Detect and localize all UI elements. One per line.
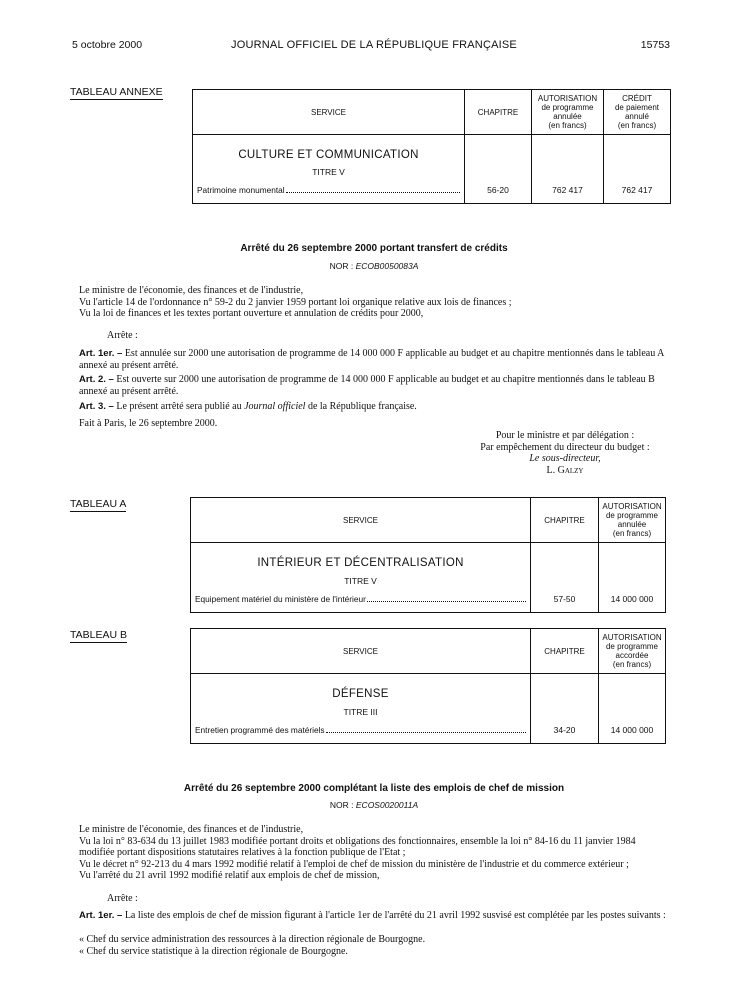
arrete1-art1 <box>79 348 673 371</box>
service-cell <box>193 135 465 204</box>
art-text: La liste des emplois de chef de mission figurant à l'article 1er de l'arrêté du 21 avril 1992 susvisé est complétée par les postes suivants : <box>124 910 666 921</box>
arrete2-nor <box>0 800 748 810</box>
nor-label: NOR : <box>329 261 354 271</box>
header-date: 5 octobre 2000 <box>72 39 143 51</box>
art-text: de la République française. <box>307 401 417 412</box>
col-service: SERVICE <box>193 90 465 135</box>
arrete1-fait: Fait à Paris, le 26 septembre 2000. <box>79 418 218 429</box>
signature-role: Le sous-directeur, <box>529 453 601 464</box>
tableau-a-table <box>190 497 666 613</box>
arrete2-arrete: Arrête : <box>107 893 138 904</box>
section-title: INTÉRIEUR ET DÉCENTRALISATION <box>257 557 464 569</box>
titre-label: TITRE III <box>343 707 378 717</box>
tableau-b-label: TABLEAU B <box>70 629 127 641</box>
chapitre-value: 56-20 <box>465 135 532 204</box>
tableau-annexe-label: TABLEAU ANNEXE <box>70 86 163 98</box>
intro-line: Vu le décret n° 92-213 du 4 mars 1992 modifié relatif à l'emploi de chef de mission du ministère de l'industrie et du commerce extérieur ; <box>79 858 629 870</box>
col-service: SERVICE <box>191 498 531 543</box>
page-number: 15753 <box>640 39 670 51</box>
signature-block <box>455 430 675 476</box>
autorisation-value: 14 000 000 <box>599 674 666 744</box>
arrete1-nor <box>0 261 748 271</box>
arrete1-title: Arrêté du 26 septembre 2000 portant transfert de crédits <box>240 243 508 254</box>
art-text: Est ouverte sur 2000 une autorisation de programme de 14 000 000 F applicable au budget et au chapitre mentionnés dans le tableau B annexé au présent arrêté. <box>79 374 655 397</box>
line-item <box>195 725 526 735</box>
arrete1-arrete: Arrête : <box>107 330 138 341</box>
intro-line: Vu l'article 14 de l'ordonnance n° 59-2 du 2 janvier 1959 portant loi organique relative aux lois de finances ; <box>79 296 512 308</box>
arrete1-art2 <box>79 374 673 397</box>
tableau-annexe-table <box>192 89 671 204</box>
art-label: Art. 3. – <box>79 401 114 412</box>
intro-line: Vu la loi de finances et les textes portant ouverture et annulation de crédits pour 2000, <box>79 308 424 319</box>
list-item: « Chef du service administration des ressources à la direction régionale de Bourgogne. <box>79 934 426 945</box>
art-label: Art. 2. – <box>79 374 114 385</box>
autorisation-value: 762 417 <box>532 135 604 204</box>
arrete2-title: Arrêté du 26 septembre 2000 complétant la liste des emplois de chef de mission <box>183 783 565 794</box>
art-text: Est annulée sur 2000 une autorisation de programme de 14 000 000 F applicable au budget et au chapitre mentionnés dans le tableau A annexé au présent arrêté. <box>79 348 664 371</box>
col-service: SERVICE <box>191 629 531 674</box>
col-chapitre: CHAPITRE <box>531 629 599 674</box>
nor-code: ECOB0050083A <box>355 261 419 271</box>
arrete2-intro <box>79 824 673 882</box>
arrete1-intro <box>79 285 673 320</box>
nor-code: ECOS0020011A <box>355 800 419 810</box>
intro-line: Le ministre de l'économie, des finances et de l'industrie, <box>79 824 304 835</box>
nor-label: NOR : <box>329 800 354 810</box>
art-label: Art. 1er. – <box>79 910 123 921</box>
col-autorisation: AUTORISATION de programme annulée (en francs) <box>599 498 666 543</box>
line-item-label: Equipement matériel du ministère de l'intérieur <box>195 594 366 604</box>
tableau-a-label: TABLEAU A <box>70 498 127 510</box>
titre-label: TITRE V <box>312 167 345 177</box>
art-text: Le présent arrêté sera publié au <box>116 401 242 412</box>
tableau-b-table <box>190 628 666 744</box>
intro-line: Le ministre de l'économie, des finances et de l'industrie, <box>79 285 304 296</box>
section-title: DÉFENSE <box>332 688 389 700</box>
journal-title: JOURNAL OFFICIEL DE LA RÉPUBLIQUE FRANÇAISE <box>231 39 517 51</box>
line-item-label: Patrimoine monumental <box>197 185 285 195</box>
chapitre-value: 34-20 <box>531 674 599 744</box>
journal-name: Journal officiel <box>244 401 306 412</box>
section-title: CULTURE ET COMMUNICATION <box>238 149 419 161</box>
art-label: Art. 1er. – <box>79 348 123 359</box>
arrete1-art3 <box>79 401 673 413</box>
service-cell <box>191 674 531 744</box>
signature-line: Pour le ministre et par délégation : <box>495 430 635 441</box>
arrete2-art1 <box>79 910 673 922</box>
intro-line: Vu la loi n° 83-634 du 13 juillet 1983 modifiée portant droits et obligations des fonctionnaires, ensemble la loi n° 84-16 du 11 janvier 1984 modifiée portant dispositions statutaires relatives à la fonction publique de l'Etat ; <box>79 835 636 858</box>
col-chapitre: CHAPITRE <box>465 90 532 135</box>
credit-value: 762 417 <box>604 135 671 204</box>
arrete2-items <box>79 934 673 957</box>
titre-label: TITRE V <box>344 576 377 586</box>
list-item: « Chef du service statistique à la direction régionale de Bourgogne. <box>79 945 348 957</box>
col-autorisation: AUTORISATION de programme annulée (en francs) <box>532 90 604 135</box>
line-item <box>195 594 526 604</box>
line-item <box>197 185 460 195</box>
autorisation-value: 14 000 000 <box>599 543 666 613</box>
signature-name: L. Galzy <box>546 464 584 476</box>
col-chapitre: CHAPITRE <box>531 498 599 543</box>
service-cell <box>191 543 531 613</box>
col-credit: CRÉDIT de paiement annulé (en francs) <box>604 90 671 135</box>
line-item-label: Entretien programmé des matériels <box>195 725 325 735</box>
chapitre-value: 57-50 <box>531 543 599 613</box>
col-autorisation: AUTORISATION de programme accordée (en francs) <box>599 629 666 674</box>
signature-line: Par empêchement du directeur du budget : <box>480 441 650 453</box>
intro-line: Vu l'arrêté du 21 avril 1992 modifié relatif aux emplois de chef de mission, <box>79 870 380 881</box>
